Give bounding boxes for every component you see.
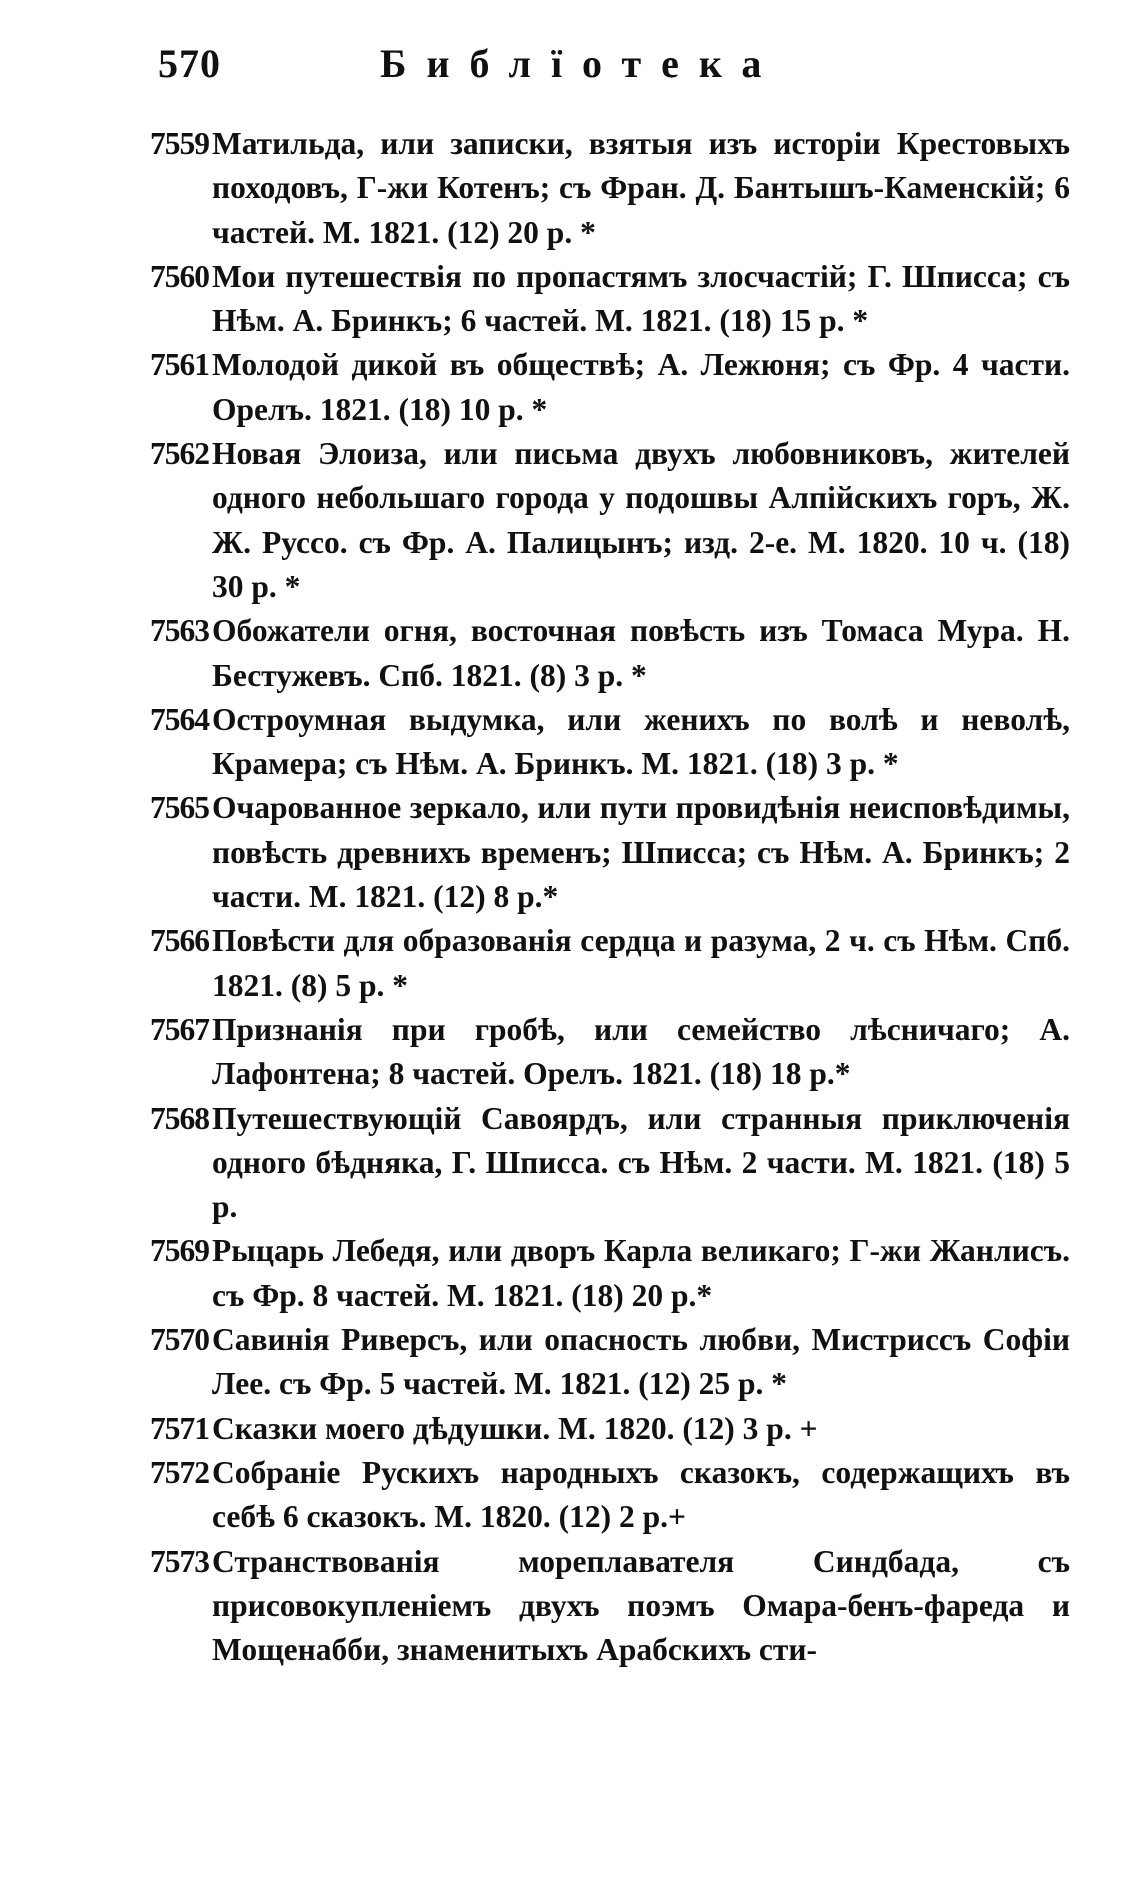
entry-number: 7564	[150, 701, 209, 737]
entry-number: 7571	[150, 1410, 209, 1446]
catalog-entry	[150, 698, 1070, 787]
catalog-entry	[150, 255, 1070, 344]
catalog-entry	[150, 1318, 1070, 1407]
entry-text: Собранiе Рускихъ народныхъ сказокъ, содержащихъ въ себѣ 6 сказокъ. М. 1820. (12) 2 р.+	[212, 1454, 1070, 1535]
entry-number: 7572	[150, 1454, 209, 1490]
page-header	[158, 40, 1058, 100]
entry-number: 7562	[150, 436, 209, 472]
entry-number: 7569	[150, 1233, 209, 1269]
entry-text: Рыцарь Лебедя, или дворъ Карла великаго; Г-жи Жанлисъ. съ Фр. 8 частей. М. 1821. (18) 20 р.*	[212, 1233, 1070, 1313]
entry-text: Остроумная выдумка, или женихъ по волѣ и неволѣ, Крамера; съ Нѣм. А. Бринкъ. М. 1821. (18) 3 р. *	[212, 701, 1070, 782]
catalog-entry	[150, 609, 1070, 698]
entry-number: 7566	[150, 923, 209, 959]
entry-text: Сказки моего дѣдушки. М. 1820. (12) 3 р. +	[212, 1410, 818, 1446]
entry-number: 7559	[150, 126, 209, 161]
entry-text: Мои путешествiя по пропастямъ злосчастiй; Г. Шписса; съ Нѣм. А. Бринкъ; 6 частей. М. 1821. (18) 15 р. *	[212, 258, 1070, 339]
entry-text: Матильда, или записки, взятыя изъ исторiи Крестовыхъ походовъ, Г-жи Котенъ; съ Фран. Д. Бантышъ-Каменскiй; 6 частей. М. 1821. (12) 20 р. *	[212, 126, 1070, 250]
entry-text: Странствованiя мореплавателя Синдбада, съ присовокупленiемъ двухъ поэмъ Омара-бенъ-фареда и Мощенабби, знаменитыхъ Арабскихъ сти-	[212, 1543, 1070, 1668]
entry-text: Признанiя при гробѣ, или семейство лѣсничаго; А. Лафонтена; 8 частей. Орелъ. 1821. (18) 18 р.*	[212, 1011, 1070, 1092]
catalog-entries	[150, 122, 1070, 1672]
catalog-entry	[150, 786, 1070, 919]
entry-text: Очарованное зеркало, или пути провидѣнiя неисповѣдимы, повѣсть древнихъ временъ; Шписса; съ Нѣм. А. Бринкъ; 2 части. М. 1821. (12) 8 р.*	[212, 790, 1070, 915]
entry-number: 7560	[150, 258, 209, 294]
entry-number: 7573	[150, 1543, 209, 1579]
catalog-entry	[150, 1229, 1070, 1318]
entry-text: Савинiя Риверсъ, или опасность любви, Мистриссъ Софiи Лее. съ Фр. 5 частей. М. 1821. (12) 25 р. *	[212, 1322, 1070, 1402]
catalog-entry	[150, 1407, 1070, 1451]
entry-text: Повѣсти для образованiя сердца и разума, 2 ч. съ Нѣм. Спб. 1821. (8) 5 р. *	[212, 923, 1070, 1003]
entry-text: Путешествующiй Савоярдъ, или странныя приключенiя одного бѣдняка, Г. Шписса. съ Нѣм. 2 части. М. 1821. (18) 5 р.	[212, 1100, 1070, 1225]
entry-number: 7568	[150, 1100, 209, 1136]
entry-number: 7570	[150, 1322, 209, 1358]
entry-number: 7561	[150, 347, 209, 383]
entry-number: 7563	[150, 613, 209, 649]
catalog-entry	[150, 343, 1070, 432]
running-title: Библїотека	[380, 41, 782, 86]
catalog-entry	[150, 122, 1070, 255]
entry-text: Новая Элоиза, или письма двухъ любовниковъ, жителей одного небольшаго города у подошвы Алпiйскихъ горъ, Ж. Ж. Руссо. съ Фр. А. Палицынъ; изд. 2-е. М. 1820. 10 ч. (18) 30 р. *	[212, 436, 1070, 604]
catalog-entry	[150, 1097, 1070, 1230]
entry-number: 7565	[150, 790, 209, 826]
entry-text: Обожатели огня, восточная повѣсть изъ Томаса Мура. Н. Бестужевъ. Спб. 1821. (8) 3 р. *	[212, 613, 1070, 693]
catalog-entry	[150, 919, 1070, 1008]
entry-number: 7567	[150, 1011, 209, 1047]
entry-text: Молодой дикой въ обществѣ; А. Лежюня; съ Фр. 4 части. Орелъ. 1821. (18) 10 р. *	[212, 347, 1070, 427]
page-number: 570	[158, 41, 221, 86]
catalog-entry	[150, 1540, 1070, 1673]
catalog-entry	[150, 1008, 1070, 1097]
catalog-entry	[150, 1451, 1070, 1540]
catalog-entry	[150, 432, 1070, 609]
